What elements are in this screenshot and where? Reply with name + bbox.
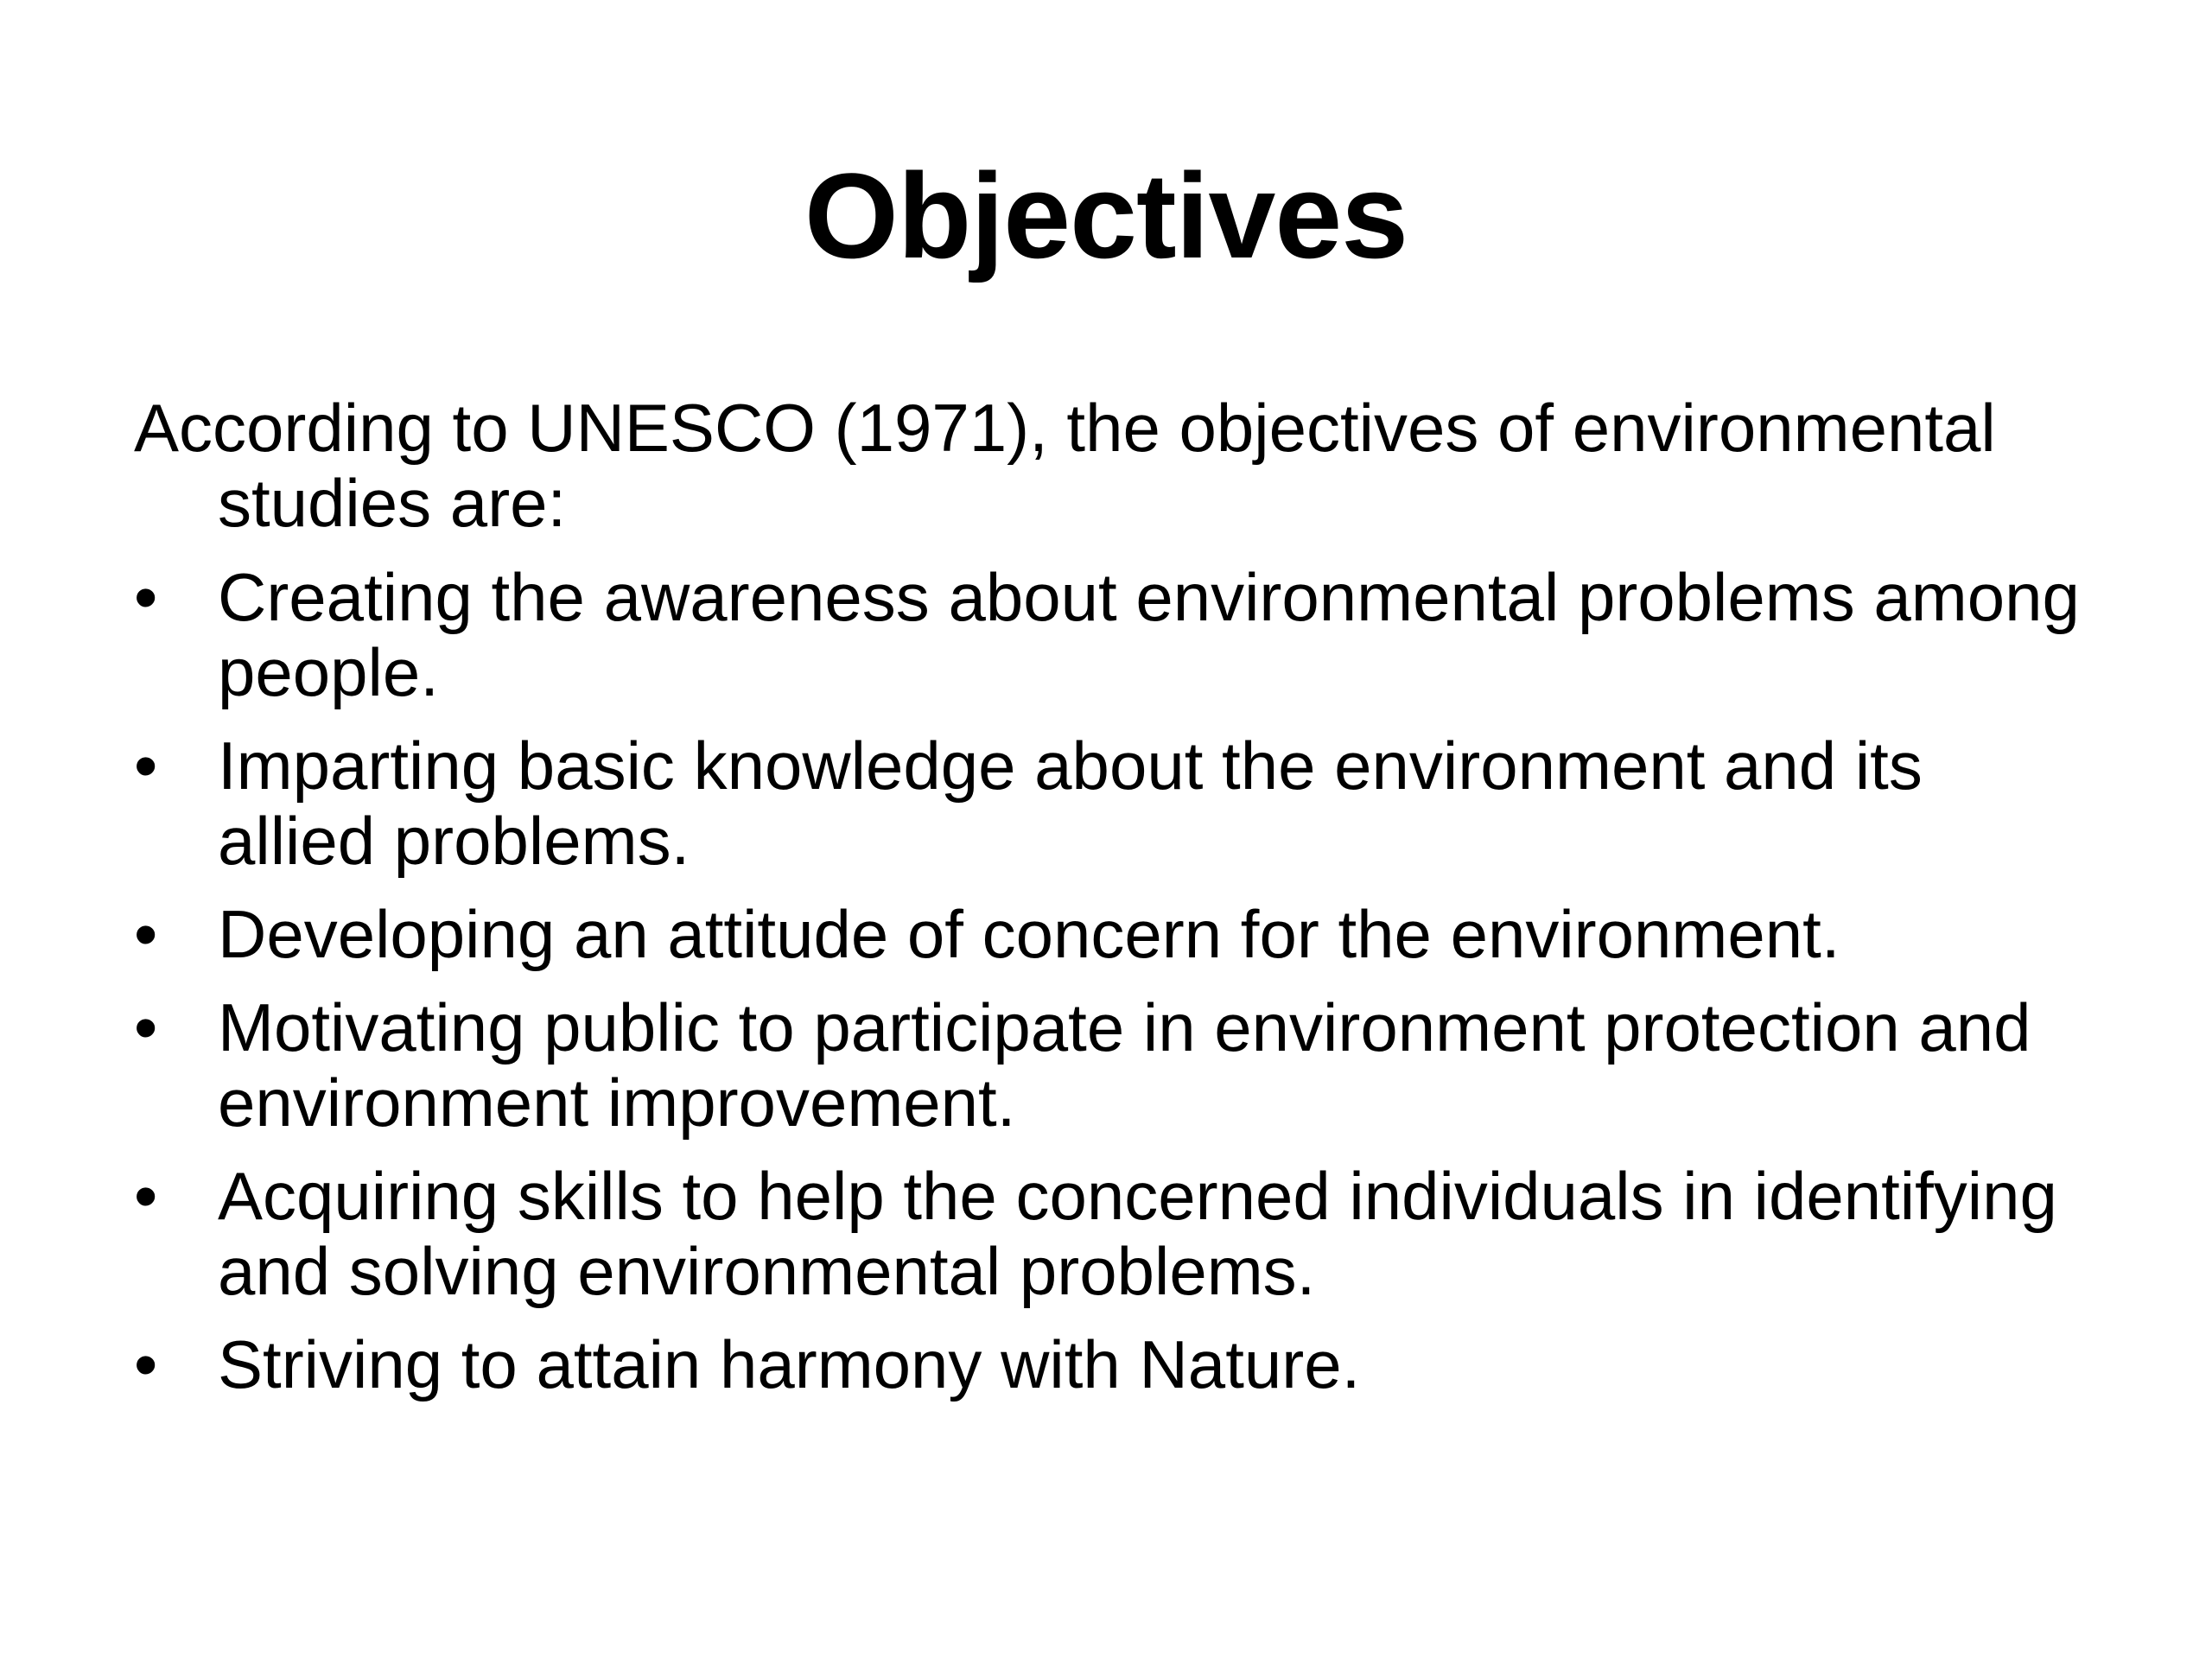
list-item bbox=[134, 990, 2087, 1141]
list-item-text: Striving to attain harmony with Nature. bbox=[218, 1326, 1361, 1402]
list-item-text: Imparting basic knowledge about the environment and its allied problems. bbox=[218, 728, 1923, 879]
bullet-icon: • bbox=[134, 989, 158, 1065]
list-item-text: Motivating public to participate in environment protection and environment improvement. bbox=[218, 989, 2031, 1141]
list-item bbox=[134, 560, 2087, 710]
objectives-list bbox=[134, 560, 2087, 1402]
bullet-icon: • bbox=[134, 1158, 158, 1234]
bullet-icon: • bbox=[134, 1326, 158, 1402]
bullet-icon: • bbox=[134, 559, 158, 635]
list-item bbox=[134, 1327, 2087, 1402]
list-item-text: Acquiring skills to help the concerned individuals in identifying and solving environmental problems. bbox=[218, 1158, 2057, 1309]
slide-body bbox=[134, 391, 2087, 1421]
intro-paragraph: According to UNESCO (1971), the objectives of environmental studies are: bbox=[134, 390, 1996, 541]
list-item bbox=[134, 1159, 2087, 1309]
bullet-icon: • bbox=[134, 896, 158, 972]
list-item bbox=[134, 897, 2087, 972]
list-item-text: Developing an attitude of concern for the environment. bbox=[218, 896, 1840, 972]
list-item bbox=[134, 728, 2087, 879]
list-item-text: Creating the awareness about environmental problems among people. bbox=[218, 559, 2080, 710]
bullet-icon: • bbox=[134, 728, 158, 804]
slide-title: Objectives bbox=[804, 148, 1408, 283]
